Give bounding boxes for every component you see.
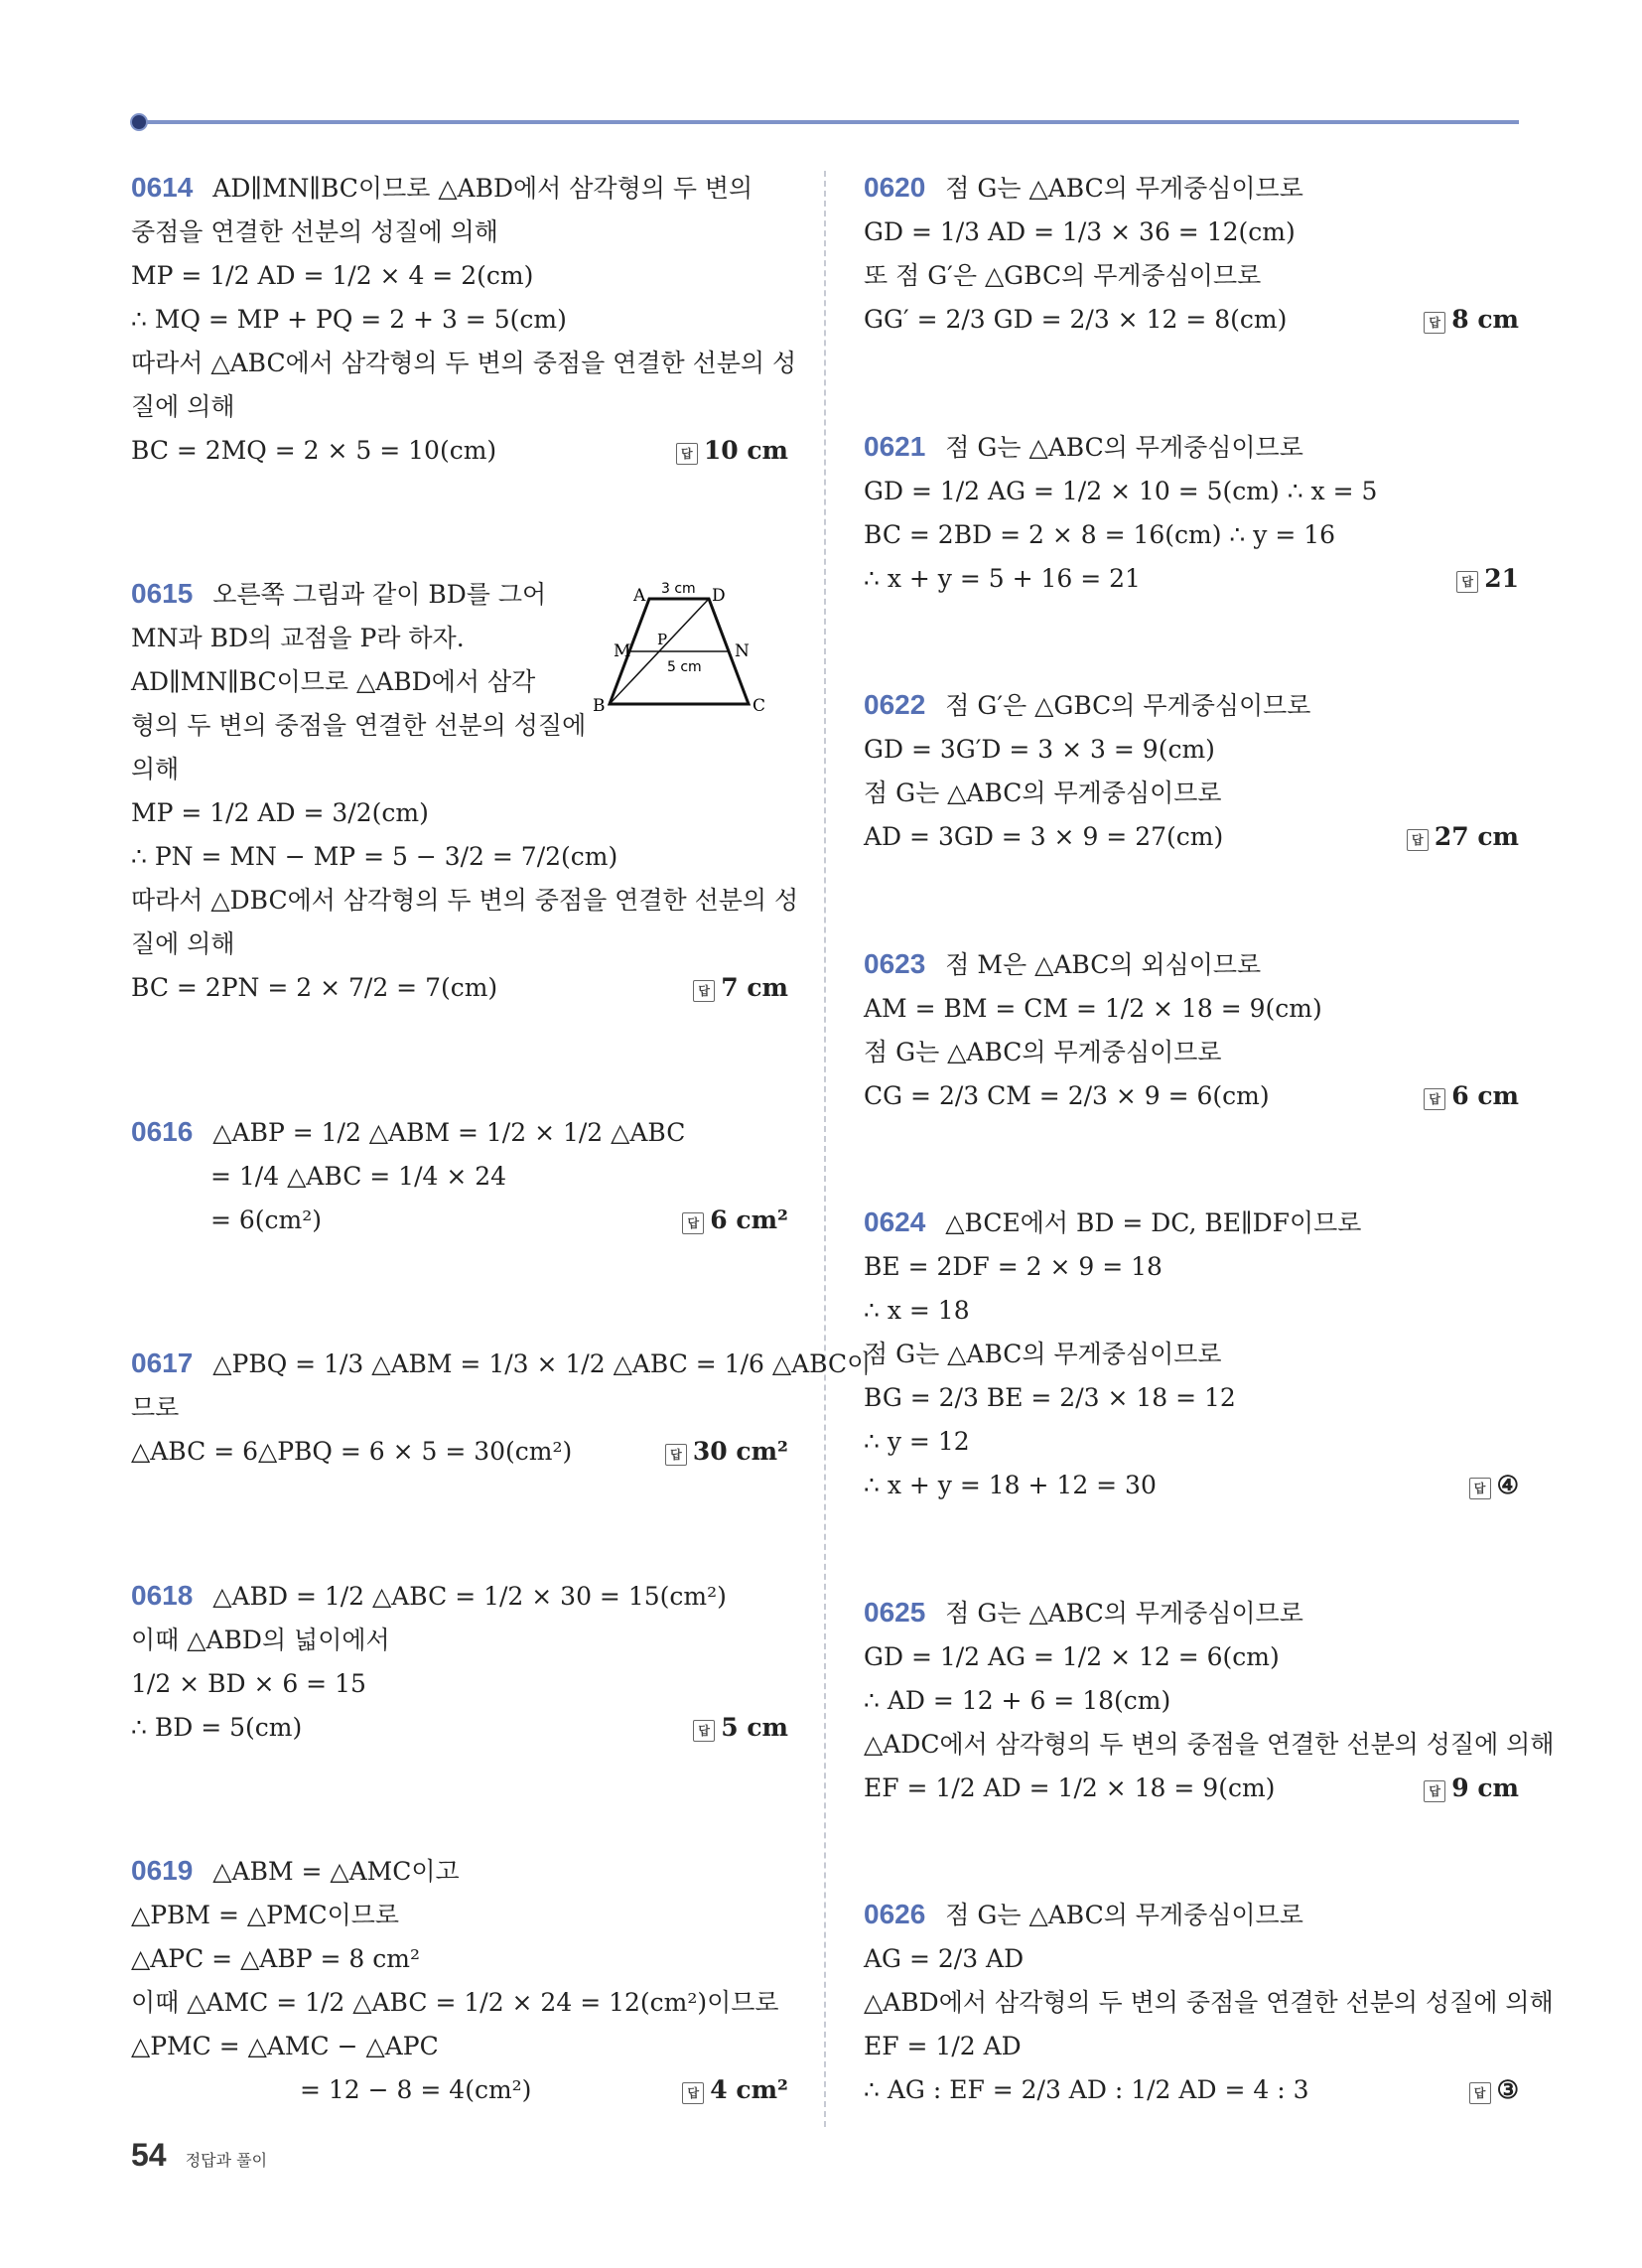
answer <box>1456 562 1519 596</box>
answer <box>1407 820 1519 854</box>
solution-line <box>131 1986 788 2020</box>
solution-line <box>864 1640 1519 1674</box>
solution-0620 <box>864 171 1519 337</box>
solution-line <box>864 1772 1519 1805</box>
solution-text: ∴ AD = 12 + 6 = 18(cm) <box>864 1685 1171 1715</box>
solution-text: △PMC = △AMC − △APC <box>131 2031 439 2060</box>
answer-value: 5 cm <box>721 1712 788 1742</box>
answer <box>693 1711 788 1745</box>
solution-line <box>864 777 1519 810</box>
solution-text: ∴ y = 12 <box>864 1427 970 1456</box>
solution-text: ∴ BD = 5(cm) <box>131 1712 303 1742</box>
solution-line <box>131 1115 788 1150</box>
solution-line <box>131 1391 788 1425</box>
solution-line <box>864 1205 1519 1240</box>
answer <box>1424 1772 1519 1805</box>
page-section-label: 정답과 풀이 <box>185 2151 268 2170</box>
answer-mark-icon: 답 <box>665 1444 687 1466</box>
solution-line <box>131 1942 788 1976</box>
solution-text: GD = 1/3 AD = 1/3 × 36 = 12(cm) <box>864 217 1296 246</box>
solution-line <box>864 562 1519 596</box>
solution-text: △ABC = 6△PBQ = 6 × 5 = 30(cm²) <box>131 1437 573 1467</box>
solution-text: 점 G는 △ABC의 무게중심이므로 <box>864 1037 1222 1066</box>
solution-line <box>864 1898 1519 1932</box>
answer-value: 6 cm <box>1451 1080 1519 1110</box>
solution-line <box>864 1338 1519 1371</box>
solution-line <box>864 992 1519 1026</box>
solution-text: 의해 <box>131 755 180 784</box>
answer-value: 9 cm <box>1451 1772 1519 1802</box>
solution-line <box>131 1579 788 1614</box>
solution-line <box>131 1711 788 1745</box>
solution-text: BC = 2MQ = 2 × 5 = 10(cm) <box>131 436 497 465</box>
solution-text: = 6(cm²) <box>210 1205 323 1234</box>
solution-line <box>131 577 788 612</box>
right-column <box>864 171 1555 2117</box>
figure-label-c: C <box>753 696 766 717</box>
problem-number: 0626 <box>864 1899 926 1929</box>
solution-line <box>131 171 788 206</box>
problem-number: 0621 <box>864 430 926 462</box>
solution-0614 <box>131 171 797 468</box>
problem-number: 0616 <box>131 1115 194 1147</box>
answer-value: 27 cm <box>1434 822 1519 851</box>
answer-mark-icon: 답 <box>682 2082 704 2104</box>
solution-text: GD = 3G′D = 3 × 3 = 9(cm) <box>864 735 1215 764</box>
answer-mark-icon: 답 <box>682 1212 704 1234</box>
left-column <box>131 171 872 2117</box>
solution-line <box>864 1596 1519 1630</box>
answer-mark-icon: 답 <box>676 443 698 465</box>
solution-line <box>131 622 788 655</box>
solution-line <box>131 1899 788 1932</box>
solution-line <box>131 1347 872 1381</box>
header-bullet <box>130 113 148 131</box>
answer-mark-icon: 답 <box>1424 312 1445 334</box>
solution-line <box>131 347 797 380</box>
solution-line <box>131 1854 788 1889</box>
solution-text: △ADC에서 삼각형의 두 변의 중점을 연결한 선분의 성질에 의해 <box>864 1729 1555 1759</box>
solution-text: △BCE에서 BD = DC, BE∥DF이므로 <box>945 1208 1362 1237</box>
solution-text: EF = 1/2 AD = 1/2 × 18 = 9(cm) <box>864 1772 1276 1802</box>
figure-length-mid: 5 cm <box>667 659 702 676</box>
figure-label-d: D <box>712 586 726 607</box>
problem-number: 0615 <box>131 578 194 610</box>
solution-text: AD∥MN∥BC이므로 △ABD에서 삼각형의 두 변의 <box>212 174 753 203</box>
solution-text: BG = 2/3 BE = 2/3 × 18 = 12 <box>864 1383 1236 1412</box>
solution-text: △ABM = △AMC이고 <box>212 1856 460 1886</box>
answer-value: 10 cm <box>703 436 788 465</box>
solution-text: EF = 1/2 AD <box>864 2032 1022 2060</box>
solution-line <box>131 1624 788 1657</box>
solution-line <box>131 303 788 337</box>
answer-value: 21 <box>1484 563 1519 593</box>
solution-text: ∴ PN = MN − MP = 5 − 3/2 = 7/2(cm) <box>131 842 618 872</box>
answer-mark-icon: 답 <box>1424 1780 1445 1802</box>
solution-line <box>131 884 799 918</box>
problem-number: 0617 <box>131 1347 194 1379</box>
solution-text: ∴ x + y = 18 + 12 = 30 <box>864 1471 1157 1499</box>
solution-line <box>864 303 1519 337</box>
answer-value: 30 cm² <box>692 1437 788 1467</box>
solution-line <box>864 259 1519 293</box>
solution-line <box>864 1986 1554 2020</box>
solution-line <box>131 2030 788 2063</box>
figure-label-n: N <box>735 641 750 662</box>
solution-text: 중점을 연결한 선분의 성질에 의해 <box>131 217 498 246</box>
header-rule <box>139 120 1519 124</box>
solution-text: 또 점 G′은 △GBC의 무게중심이므로 <box>864 261 1262 290</box>
solution-text: 점 G는 △ABC의 무게중심이므로 <box>945 1901 1303 1929</box>
figure-label-m: M <box>614 641 631 662</box>
figure-label-p: P <box>657 631 668 649</box>
solution-line <box>864 733 1519 767</box>
solution-0619 <box>131 1854 788 2107</box>
solution-text: 이때 △ABD의 넓이에서 <box>131 1625 390 1654</box>
solution-line <box>864 171 1519 206</box>
solution-text: 점 M은 △ABC의 외심이므로 <box>945 949 1262 979</box>
solution-text: MP = 1/2 AD = 1/2 × 4 = 2(cm) <box>131 261 534 290</box>
problem-number: 0624 <box>864 1206 926 1237</box>
solution-0626 <box>864 1898 1554 2107</box>
solution-text: BC = 2PN = 2 × 7/2 = 7(cm) <box>131 973 498 1003</box>
solution-line <box>864 820 1519 854</box>
problem-number: 0623 <box>864 947 926 979</box>
answer <box>1424 303 1519 337</box>
solution-text: 질에 의해 <box>131 929 235 959</box>
solution-text: △ABP = 1/2 △ABM = 1/2 × 1/2 △ABC <box>212 1117 686 1147</box>
solution-text: AM = BM = CM = 1/2 × 18 = 9(cm) <box>864 993 1322 1023</box>
solution-line <box>864 430 1519 465</box>
solution-text: △APC = △ABP = 8 cm² <box>131 1943 420 1973</box>
solution-text: BC = 2BD = 2 × 8 = 16(cm) ∴ y = 16 <box>864 519 1336 549</box>
solution-text: CG = 2/3 CM = 2/3 × 9 = 6(cm) <box>864 1080 1270 1110</box>
solution-text: 점 G는 △ABC의 무게중심이므로 <box>864 779 1222 807</box>
solution-line <box>131 259 788 293</box>
answer-value: 8 cm <box>1451 305 1519 334</box>
solution-line <box>864 1942 1519 1976</box>
figure-label-b: B <box>593 696 606 717</box>
solution-line <box>864 1728 1555 1762</box>
solution-text: ∴ x = 18 <box>864 1296 970 1325</box>
solution-text: ∴ AG : EF = 2/3 AD : 1/2 AD = 4 : 3 <box>864 2075 1309 2104</box>
solution-line <box>864 2030 1519 2063</box>
solution-text: AD = 3GD = 3 × 9 = 27(cm) <box>864 822 1224 851</box>
solution-line <box>131 1435 788 1469</box>
solution-line <box>864 1684 1519 1718</box>
solution-text: ∴ MQ = MP + PQ = 2 + 3 = 5(cm) <box>131 305 567 334</box>
solution-line <box>131 971 788 1005</box>
solution-text: 이때 △AMC = 1/2 △ABC = 1/2 × 24 = 12(cm²)이므로 <box>131 1987 779 2017</box>
solution-line <box>864 1250 1519 1284</box>
solution-text: AG = 2/3 AD <box>864 1944 1025 1973</box>
solution-text: 형의 두 변의 중점을 연결한 선분의 성질에 <box>131 711 587 741</box>
solution-text: = 12 − 8 = 4(cm²) <box>300 2074 532 2104</box>
solution-line <box>131 840 788 874</box>
answer-mark-icon: 답 <box>1469 2082 1491 2104</box>
solution-line <box>864 475 1519 508</box>
solution-text: MP = 1/2 AD = 3/2(cm) <box>131 798 429 828</box>
answer <box>693 971 788 1005</box>
answer <box>682 1204 788 1237</box>
solution-text: ∴ x + y = 5 + 16 = 21 <box>864 563 1141 593</box>
solution-text: MN과 BD의 교점을 P라 하자. <box>131 624 465 653</box>
solution-line <box>131 1160 788 1194</box>
solution-text: 따라서 △ABC에서 삼각형의 두 변의 중점을 연결한 선분의 성 <box>131 349 797 377</box>
solution-text: 따라서 △DBC에서 삼각형의 두 변의 중점을 연결한 선분의 성 <box>131 886 799 916</box>
solution-text: GD = 1/2 AG = 1/2 × 12 = 6(cm) <box>864 1641 1280 1671</box>
solution-text: GG′ = 2/3 GD = 2/3 × 12 = 8(cm) <box>864 305 1288 334</box>
column-divider <box>824 171 826 2127</box>
answer-value: 4 cm² <box>710 2074 788 2104</box>
solution-text: 점 G는 △ABC의 무게중심이므로 <box>945 432 1303 462</box>
solution-line <box>131 2073 788 2107</box>
solution-line <box>131 215 788 249</box>
figure-length-top: 3 cm <box>661 581 696 598</box>
solution-0615 <box>131 577 799 1005</box>
answer <box>665 1435 788 1469</box>
solution-0621 <box>864 430 1519 596</box>
solution-text: 1/2 × BD × 6 = 15 <box>131 1668 366 1698</box>
answer-mark-icon: 답 <box>1407 829 1429 851</box>
answer-value: ④ <box>1496 1471 1519 1499</box>
solution-text: 점 G′은 △GBC의 무게중심이므로 <box>945 691 1311 720</box>
solution-line <box>864 1425 1519 1459</box>
solution-text: △PBM = △PMC이므로 <box>131 1900 400 1929</box>
solution-line <box>131 796 788 830</box>
solution-text: BE = 2DF = 2 × 9 = 18 <box>864 1252 1163 1281</box>
solution-0625 <box>864 1596 1555 1805</box>
problem-number: 0625 <box>864 1596 926 1628</box>
solution-line <box>864 215 1519 249</box>
solution-line <box>864 1079 1519 1113</box>
answer-value: 7 cm <box>721 973 788 1003</box>
problem-number: 0620 <box>864 172 926 203</box>
solution-line <box>864 2073 1519 2107</box>
solution-text: 점 G는 △ABC의 무게중심이므로 <box>945 174 1303 203</box>
solution-text: GD = 1/2 AG = 1/2 × 10 = 5(cm) ∴ x = 5 <box>864 476 1378 505</box>
solution-line <box>864 947 1519 982</box>
answer-mark-icon: 답 <box>1424 1088 1445 1110</box>
solution-text: 점 G는 △ABC의 무게중심이므로 <box>864 1340 1222 1368</box>
problem-number: 0622 <box>864 689 926 720</box>
solution-line <box>131 390 788 424</box>
problem-number: 0619 <box>131 1854 194 1886</box>
answer-value: ③ <box>1496 2075 1519 2104</box>
answer <box>682 2073 788 2107</box>
solution-text: △PBQ = 1/3 △ABM = 1/3 × 1/2 △ABC = 1/6 △ABC이 <box>212 1349 872 1379</box>
figure-label-a: A <box>633 586 646 607</box>
page-number: 54 <box>131 2137 167 2173</box>
solution-line <box>864 1381 1519 1415</box>
problem-number: 0614 <box>131 172 194 203</box>
solution-0618 <box>131 1579 788 1745</box>
solution-line <box>131 753 788 786</box>
answer <box>1424 1079 1519 1113</box>
solution-line <box>131 709 788 743</box>
answer-mark-icon: 답 <box>1456 571 1478 593</box>
solution-line <box>864 1036 1519 1069</box>
solution-text: AD∥MN∥BC이므로 △ABD에서 삼각 <box>131 667 536 697</box>
solution-text: 점 G는 △ABC의 무게중심이므로 <box>945 1598 1303 1628</box>
problem-number: 0618 <box>131 1579 194 1611</box>
solution-0623 <box>864 947 1519 1113</box>
answer-mark-icon: 답 <box>693 980 715 1002</box>
answer <box>676 434 788 468</box>
solution-0624 <box>864 1205 1519 1502</box>
solution-line <box>131 1667 788 1701</box>
solution-0617 <box>131 1347 872 1469</box>
answer-value: 6 cm² <box>710 1205 788 1234</box>
answer <box>1469 2073 1519 2107</box>
solution-text: △ABD = 1/2 △ABC = 1/2 × 30 = 15(cm²) <box>212 1581 727 1611</box>
solution-line <box>864 688 1519 723</box>
solution-text: △ABD에서 삼각형의 두 변의 중점을 연결한 선분의 성질에 의해 <box>864 1988 1554 2017</box>
solution-line <box>864 518 1519 552</box>
solution-0616 <box>131 1115 788 1237</box>
solution-line <box>131 665 788 699</box>
solution-line <box>131 1204 788 1237</box>
page-footer <box>131 2137 267 2174</box>
answer-mark-icon: 답 <box>1469 1478 1491 1499</box>
solution-text: 오른쪽 그림과 같이 BD를 그어 <box>212 580 547 610</box>
solution-line <box>131 927 788 961</box>
answer <box>1469 1469 1519 1502</box>
solution-text: 질에 의해 <box>131 392 235 421</box>
solution-line <box>864 1294 1519 1328</box>
solution-text: = 1/4 △ABC = 1/4 × 24 <box>210 1161 507 1191</box>
answer-mark-icon: 답 <box>693 1720 715 1742</box>
solution-0622 <box>864 688 1519 854</box>
solution-text: 므로 <box>131 1393 180 1423</box>
solution-line <box>131 434 788 468</box>
solution-line <box>864 1469 1519 1502</box>
